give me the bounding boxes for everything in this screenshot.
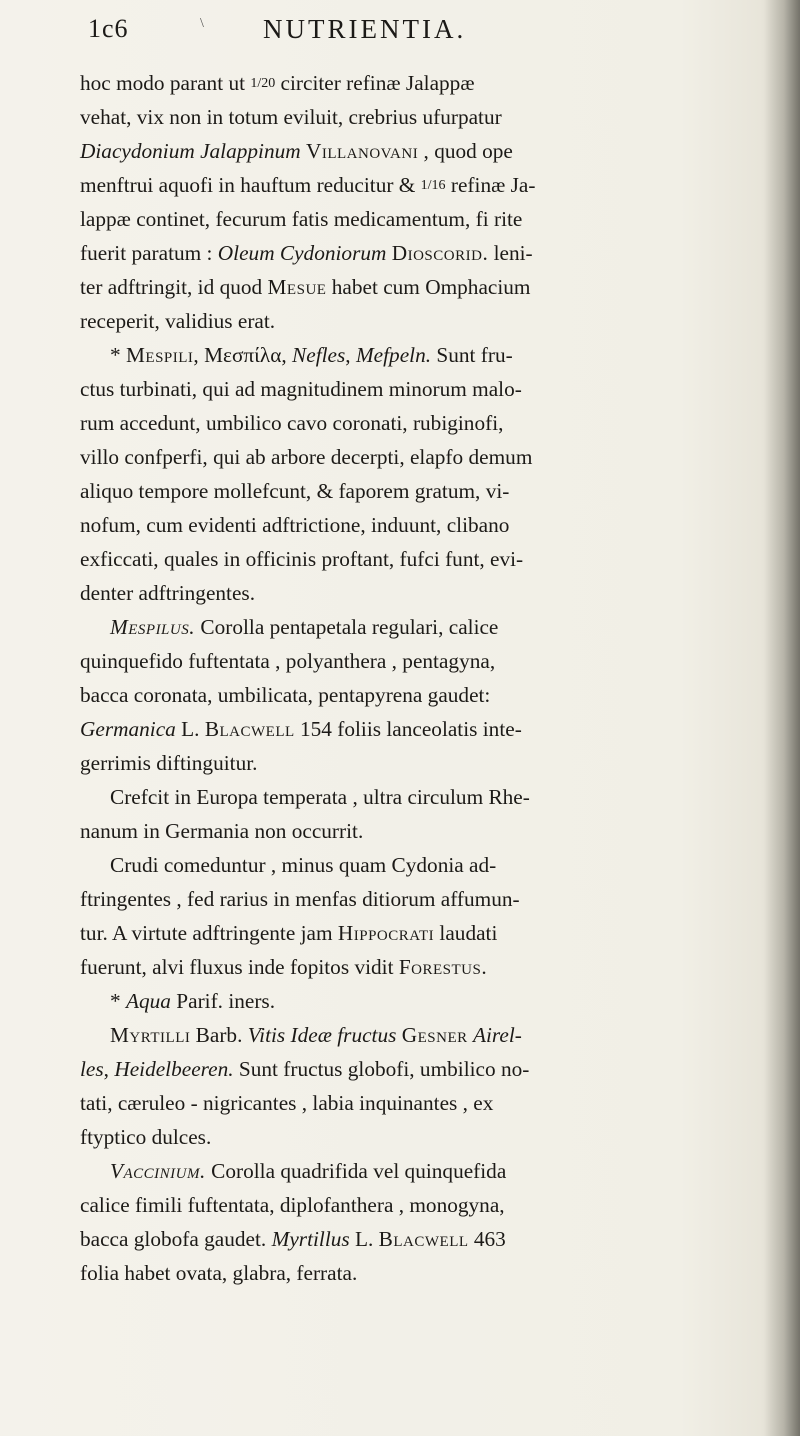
text-line xyxy=(80,100,740,134)
text-run: aliquo tempore mollefcunt, & faporem gratum, vi- xyxy=(80,479,510,503)
text-run: Barb. xyxy=(190,1023,248,1047)
text-line xyxy=(80,474,740,508)
page-number: 1c6 xyxy=(88,14,129,43)
text-run: les xyxy=(80,1057,104,1081)
text-run: exficcati, quales in officinis proftant, fufci funt, evi- xyxy=(80,547,524,571)
text-line xyxy=(80,372,740,406)
text-line xyxy=(80,1052,740,1086)
text-run: Oleum Cydoniorum xyxy=(217,241,387,265)
text-line xyxy=(80,202,740,236)
text-run: menftrui aquofi in hauftum reducitur & xyxy=(80,173,421,197)
text-run: Villanovani xyxy=(305,139,419,163)
text-run: laudati xyxy=(434,921,498,945)
text-line xyxy=(80,1120,740,1154)
text-run: Gesner xyxy=(401,1023,468,1047)
text-run: Vaccinium. xyxy=(110,1159,206,1183)
text-line xyxy=(80,1086,740,1120)
text-run: Vitis Ideæ fructus xyxy=(247,1023,397,1047)
text-run: Crudi comeduntur , minus quam Cydonia ad- xyxy=(110,853,497,877)
text-run: bacca coronata, umbilicata, pentapyrena gaudet: xyxy=(80,683,491,707)
text-run: Crefcit in Europa temperata , ultra circulum Rhe- xyxy=(110,785,530,809)
text-run: bacca globofa gaudet. xyxy=(80,1227,272,1251)
text-run: ftringentes , fed rarius in menfas ditiorum affumun- xyxy=(80,887,520,911)
text-run: Heidelbeeren. xyxy=(114,1057,234,1081)
text-run: hoc modo parant ut xyxy=(80,71,251,95)
text-run: Sunt fru- xyxy=(431,343,513,367)
text-run: folia habet ovata, glabra, ferrata. xyxy=(80,1261,358,1285)
text-run: Dioscorid. xyxy=(391,241,489,265)
text-line xyxy=(80,848,740,882)
text-run: calice fimili fuftentata, diplofanthera , monogyna, xyxy=(80,1193,505,1217)
text-run: L. xyxy=(175,717,205,741)
text-run: villo confperfi, qui ab arbore decerpti, elapfo demum xyxy=(80,445,533,469)
text-line xyxy=(80,814,740,848)
text-run: , xyxy=(345,343,356,367)
text-run: Mespilus. xyxy=(110,615,196,639)
text-run: * xyxy=(110,343,126,367)
text-line xyxy=(80,576,740,610)
text-run: Nefles xyxy=(292,343,346,367)
text-run: ter adftringit, id quod xyxy=(80,275,268,299)
text-run: ctus turbinati, qui ad magnitudinem minorum malo- xyxy=(80,377,522,401)
text-run: Corolla pentapetala regulari, calice xyxy=(195,615,499,639)
text-line xyxy=(80,304,740,338)
text-line xyxy=(80,780,740,814)
text-run: tati, cæruleo - nigricantes , labia inquinantes , ex xyxy=(80,1091,494,1115)
text-line xyxy=(80,1018,740,1052)
header-mark: \ xyxy=(200,16,204,31)
page-header xyxy=(88,14,728,54)
text-line xyxy=(80,1222,740,1256)
text-run: gerrimis diftinguitur. xyxy=(80,751,258,775)
text-line xyxy=(80,678,740,712)
text-run: nofum, cum evidenti adftrictione, induunt, clibano xyxy=(80,513,510,537)
text-run: nanum in Germania non occurrit. xyxy=(80,819,364,843)
text-line xyxy=(80,1188,740,1222)
text-run: rum accedunt, umbilico cavo coronati, rubiginofi, xyxy=(80,411,504,435)
text-run: vehat, vix non in totum eviluit, crebrius ufurpatur xyxy=(80,105,502,129)
text-run: refinæ Ja- xyxy=(445,173,536,197)
text-run: Airel- xyxy=(472,1023,522,1047)
text-run: , quod ope xyxy=(418,139,513,163)
text-run: fuerunt, alvi fluxus inde fopitos vidit xyxy=(80,955,399,979)
text-run: 463 xyxy=(468,1227,506,1251)
text-run: tur. A virtute adftringente jam xyxy=(80,921,338,945)
text-line xyxy=(80,338,740,372)
text-line xyxy=(80,508,740,542)
text-run: , Μεσπίλα, xyxy=(193,343,293,367)
text-run: denter adftringentes. xyxy=(80,581,256,605)
text-run: quinquefido fuftentata , polyanthera , pentagyna, xyxy=(80,649,496,673)
text-run: leni- xyxy=(488,241,533,265)
text-body xyxy=(80,66,740,1290)
text-run: 154 foliis lanceolatis inte- xyxy=(294,717,522,741)
text-run: fuerit paratum : xyxy=(80,241,218,265)
text-line xyxy=(80,270,740,304)
text-run: habet cum Omphacium xyxy=(326,275,531,299)
text-run: Hippocrati xyxy=(337,921,435,945)
text-line xyxy=(80,1256,740,1290)
text-run: receperit, validius erat. xyxy=(80,309,276,333)
text-run: 1/20 xyxy=(250,76,276,91)
text-line xyxy=(80,610,740,644)
text-line xyxy=(80,644,740,678)
text-run: Corolla quadrifida vel quinquefida xyxy=(205,1159,507,1183)
text-line xyxy=(80,712,740,746)
text-run: circiter refinæ Jalappæ xyxy=(275,71,475,95)
text-line xyxy=(80,236,740,270)
text-run: Sunt fructus globofi, umbilico no- xyxy=(233,1057,530,1081)
text-run: 1/16 xyxy=(420,178,446,193)
text-line xyxy=(80,134,740,168)
text-line xyxy=(80,542,740,576)
text-line xyxy=(80,950,740,984)
text-line xyxy=(80,984,740,1018)
text-run: Myrtillus xyxy=(271,1227,350,1251)
text-run: lappæ continet, fecurum fatis medicamentum, fi rite xyxy=(80,207,523,231)
text-run: * xyxy=(110,989,126,1013)
text-run: Blacwell xyxy=(204,717,295,741)
text-line xyxy=(80,916,740,950)
text-run: L. xyxy=(349,1227,379,1251)
text-line xyxy=(80,168,740,202)
text-run: Mefpeln. xyxy=(355,343,432,367)
page-edge-shadow xyxy=(764,0,800,1436)
text-run: Aqua xyxy=(125,989,171,1013)
text-run: Diacydonium Jalappinum xyxy=(80,139,301,163)
text-run: ftyptico dulces. xyxy=(80,1125,212,1149)
text-run: Blacwell xyxy=(378,1227,469,1251)
text-run: , xyxy=(103,1057,115,1081)
running-head: NUTRIENTIA. xyxy=(263,14,467,44)
text-line xyxy=(80,66,740,100)
text-run: Parif. iners. xyxy=(170,989,276,1013)
text-line xyxy=(80,882,740,916)
text-run: Mespili xyxy=(125,343,194,367)
text-line xyxy=(80,1154,740,1188)
text-run: Germanica xyxy=(80,717,176,741)
text-line xyxy=(80,440,740,474)
text-run: Mesue xyxy=(267,275,327,299)
text-line xyxy=(80,406,740,440)
text-run: Myrtilli xyxy=(110,1023,191,1047)
text-line xyxy=(80,746,740,780)
text-run: Forestus. xyxy=(398,955,488,979)
